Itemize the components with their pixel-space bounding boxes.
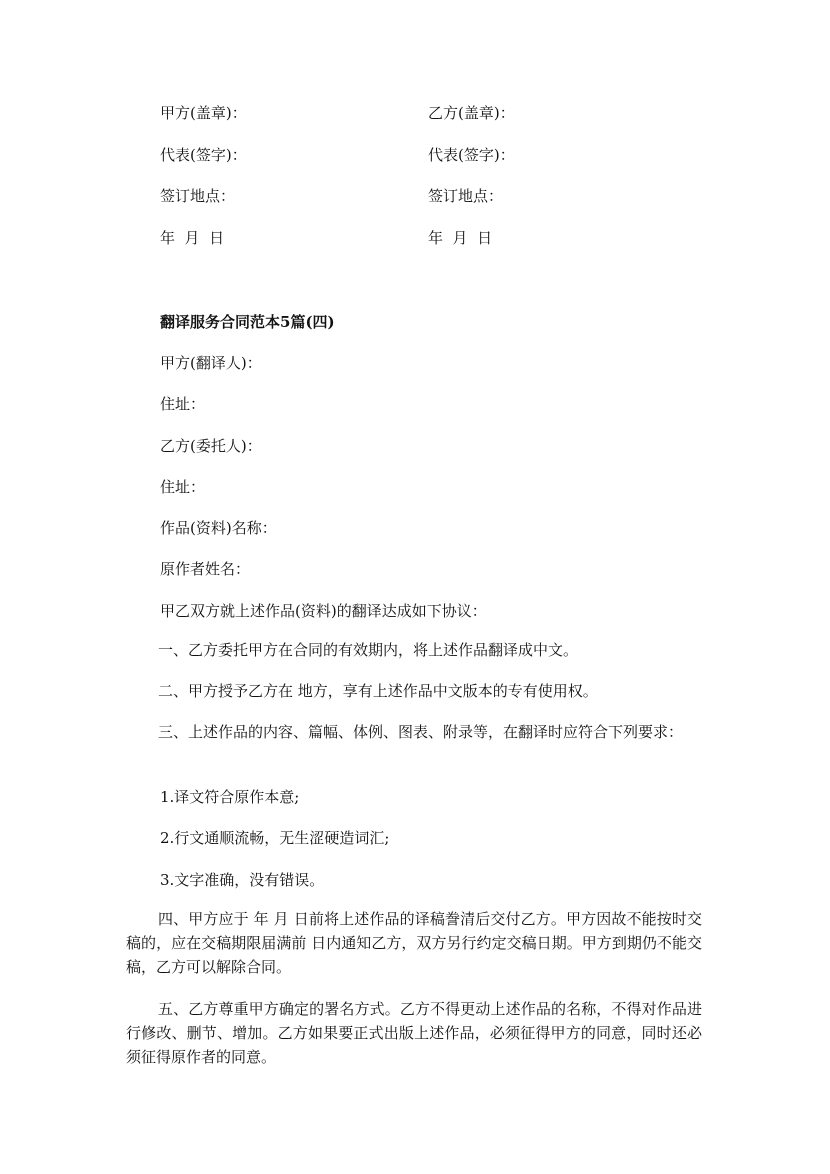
contract-title: 翻译服务合同范本5篇(四): [160, 313, 335, 331]
signature-row: [0, 185, 830, 215]
requirement-item: 1.译文符合原作本意;: [160, 788, 300, 806]
party-b-date-label: 年 月 日: [428, 229, 493, 247]
party-b-seal-label: 乙方(盖章)：: [428, 104, 515, 122]
agreement-intro: 甲乙双方就上述作品(资料)的翻译达成如下协议：: [160, 602, 487, 620]
requirement-item: 2.行文通顺流畅，无生涩硬造词汇;: [160, 829, 390, 847]
party-a-seal-label: 甲方(盖章)：: [160, 104, 247, 122]
clause-4: 四、甲方应于 年 月 日前将上述作品的译稿誊清后交付乙方。甲方因故不能按时交稿的，应在交稿期限届满前 日内通知乙方，双方另行约定交稿日期。甲方到期仍不能交稿，乙方可以解除合同。: [126, 910, 702, 976]
translator-field: 甲方(翻译人)：: [160, 354, 262, 372]
clause-5: 五、乙方尊重甲方确定的署名方式。乙方不得更动上述作品的名称，不得对作品进行修改、删节、增加。乙方如果要正式出版上述作品，必须征得甲方的同意，同时还必须征得原作者的同意。: [126, 1000, 702, 1066]
party-b-location-label: 签订地点：: [428, 187, 504, 205]
party-a-location-label: 签订地点：: [160, 187, 236, 205]
clause-1: 一、乙方委托甲方在合同的有效期内，将上述作品翻译成中文。: [158, 641, 579, 659]
translator-address-field: 住址：: [160, 395, 206, 413]
client-field: 乙方(委托人)：: [160, 437, 262, 455]
clause-3: 三、上述作品的内容、篇幅、体例、图表、附录等，在翻译时应符合下列要求：: [158, 723, 684, 741]
original-author-field: 原作者姓名：: [160, 560, 251, 578]
work-name-field: 作品(资料)名称：: [160, 519, 277, 537]
requirement-item: 3.文字准确，没有错误。: [160, 871, 325, 889]
signature-row: [0, 144, 830, 174]
party-b-representative-label: 代表(签字)：: [428, 146, 515, 164]
signature-row: [0, 227, 830, 257]
party-a-representative-label: 代表(签字)：: [160, 146, 247, 164]
signature-row: [0, 102, 830, 132]
clause-2: 二、甲方授予乙方在 地方，享有上述作品中文版本的专有使用权。: [158, 682, 598, 700]
client-address-field: 住址：: [160, 478, 206, 496]
party-a-date-label: 年 月 日: [160, 229, 225, 247]
